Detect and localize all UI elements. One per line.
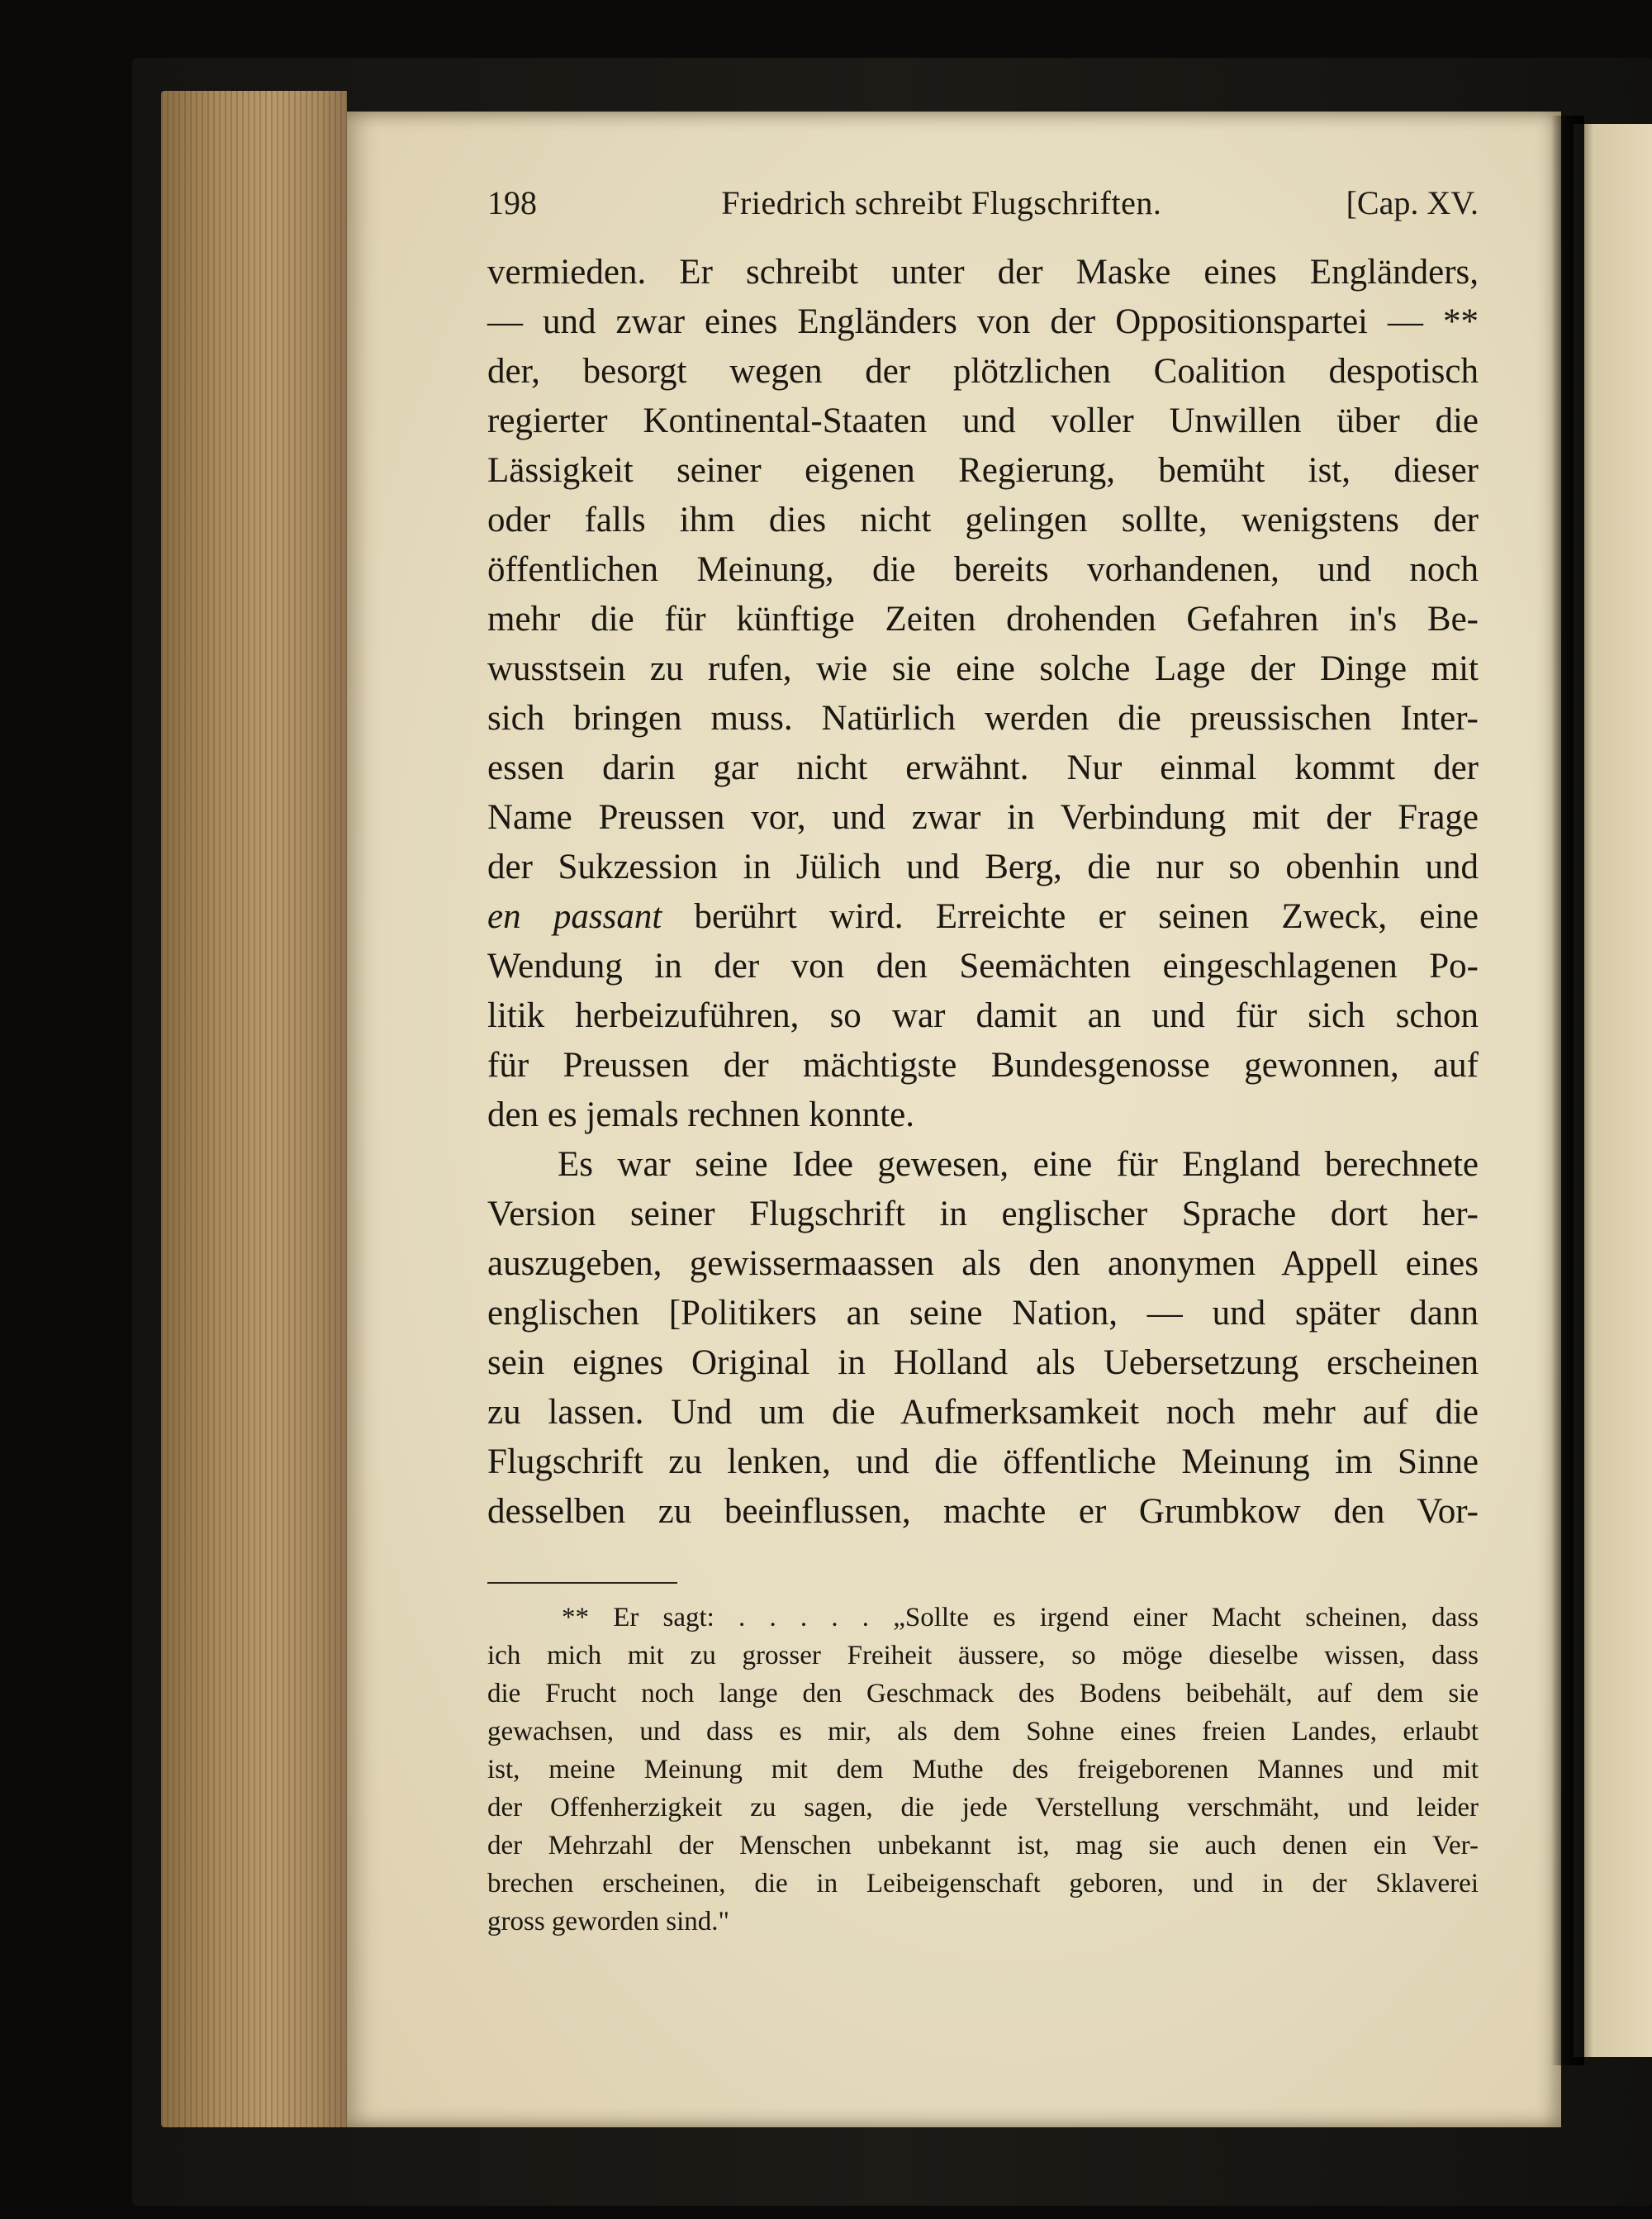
paragraph-start-line: Es war seine Idee gewesen, eine für England berechnete xyxy=(558,1145,1479,1184)
text-line: zu lassen. Und um die Aufmerksamkeit noch mehr auf die xyxy=(487,1393,1479,1432)
footnote-line: gross geworden sind." xyxy=(487,1907,730,1936)
footnote-line: brechen erscheinen, die in Leibeigenschaft geboren, und in der Sklaverei xyxy=(487,1869,1479,1898)
text-line: Flugschrift zu lenken, und die öffentliche Meinung im Sinne xyxy=(487,1442,1479,1481)
text-line: regierter Kontinental-Staaten und voller Unwillen über die xyxy=(487,402,1479,440)
text-line: öffentlichen Meinung, die bereits vorhandenen, und noch xyxy=(487,550,1479,589)
facing-page xyxy=(1574,124,1652,2057)
text-line: Lässigkeit seiner eigenen Regierung, bemüht ist, dieser xyxy=(487,451,1479,490)
text-line: Version seiner Flugschrift in englischer Sprache dort her- xyxy=(487,1195,1479,1233)
running-title: Friedrich schreibt Flugschriften. xyxy=(721,183,1162,221)
text-line: für Preussen der mächtigste Bundesgenosse gewonnen, auf xyxy=(487,1046,1479,1085)
text-line: den es jemals rechnen konnte. xyxy=(487,1095,915,1134)
text-line: sein eignes Original in Holland als Uebersetzung erscheinen xyxy=(487,1343,1479,1382)
text-line: oder falls ihm dies nicht gelingen sollte, wenigstens der xyxy=(487,501,1479,539)
text-line: wusstsein zu rufen, wie sie eine solche Lage der Dinge mit xyxy=(487,649,1479,688)
running-head xyxy=(487,178,1479,227)
footnote-line: ich mich mit zu grosser Freiheit äussere, so möge dieselbe wissen, dass xyxy=(487,1641,1479,1670)
footnote-line: der Mehrzahl der Menschen unbekannt ist, mag sie auch denen ein Ver- xyxy=(487,1831,1479,1860)
gutter-shadow xyxy=(1551,116,1584,2065)
text-line: der Sukzession in Jülich und Berg, die nur so obenhin und xyxy=(487,848,1479,886)
text-line: Name Preussen vor, und zwar in Verbindung mit der Frage xyxy=(487,798,1479,837)
body-text xyxy=(487,248,1479,1537)
text-line: Wendung in der von den Seemächten eingeschlagenen Po- xyxy=(487,947,1479,986)
text-line: englischen [Politikers an seine Nation, — und später dann xyxy=(487,1294,1479,1333)
footnote-line: gewachsen, und dass es mir, als dem Sohne eines freien Landes, erlaubt xyxy=(487,1717,1479,1746)
footnote-line: der Offenherzigkeit zu sagen, die jede Verstellung verschmäht, und leider xyxy=(487,1793,1479,1822)
text-line: auszugeben, gewissermaassen als den anonymen Appell eines xyxy=(487,1244,1479,1283)
footnote-rule xyxy=(487,1582,677,1584)
page-edges xyxy=(161,91,347,2127)
footnote-line: ist, meine Meinung mit dem Muthe des freigeborenen Mannes und mit xyxy=(487,1755,1479,1784)
footnote-line: ** Er sagt: . . . . . „Sollte es irgend einer Macht scheinen, dass xyxy=(562,1603,1479,1632)
chapter-label: [Cap. XV. xyxy=(1346,183,1479,221)
text-line: vermieden. Er schreibt unter der Maske eines Engländers, xyxy=(487,253,1479,292)
footnote-line: die Frucht noch lange den Geschmack des Bodens beibehält, auf dem sie xyxy=(487,1679,1479,1708)
text-line: sich bringen muss. Natürlich werden die preussischen Inter- xyxy=(487,699,1479,738)
text-line: essen darin gar nicht erwähnt. Nur einmal kommt der xyxy=(487,748,1479,787)
page-number: 198 xyxy=(487,183,537,221)
text-line: der, besorgt wegen der plötzlichen Coalition despotisch xyxy=(487,352,1479,391)
text-line-italic xyxy=(487,892,1479,942)
italic-phrase: en passant xyxy=(487,897,662,936)
footnote xyxy=(487,1599,1479,1941)
text-line: desselben zu beeinflussen, machte er Grumbkow den Vor- xyxy=(487,1492,1479,1531)
text-line: mehr die für künftige Zeiten drohenden Gefahren in's Be- xyxy=(487,600,1479,639)
text-line-rest: berührt wird. Erreichte er seinen Zweck, eine xyxy=(662,897,1479,936)
book-page xyxy=(347,112,1561,2127)
text-line: — und zwar eines Engländers von der Oppositionspartei — ** xyxy=(487,302,1479,341)
text-line: litik herbeizuführen, so war damit an und für sich schon xyxy=(487,996,1479,1035)
